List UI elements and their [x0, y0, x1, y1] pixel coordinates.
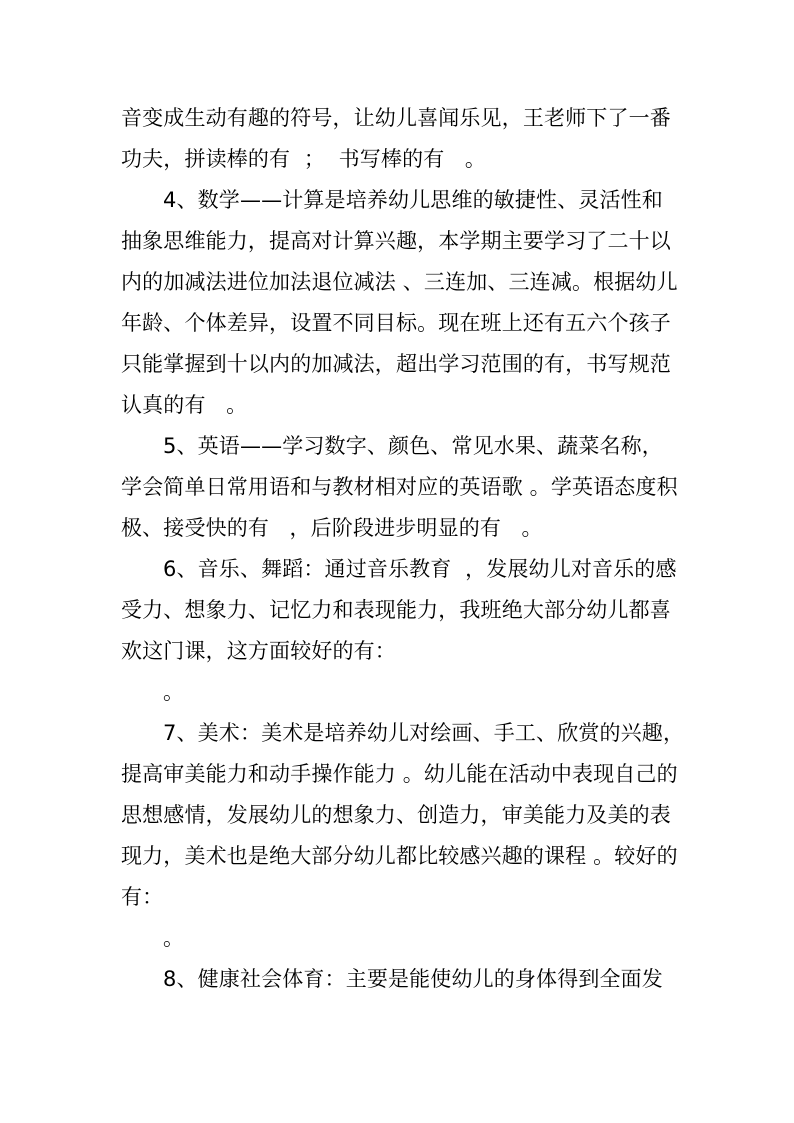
text-line: 音变成生动有趣的符号，让幼儿喜闻乐见，王老师下了一番	[121, 106, 671, 130]
text-line: 欢这门课，这方面较好的有：	[121, 639, 396, 663]
text-line: 功夫，拼读棒的有 ； 书写棒的有 。	[121, 147, 487, 171]
paragraph-6-heading: 6、音乐、舞蹈：通过音乐教育 ，发展幼儿对音乐的感	[163, 557, 677, 581]
paragraph-8-heading: 8、健康社会体育：主要是能使幼儿的身体得到全面发	[163, 967, 663, 991]
text-line: 提高审美能力和动手操作能力 。幼儿能在活动中表现自己的	[121, 762, 678, 786]
text-line: 现力，美术也是绝大部分幼儿都比较感兴趣的课程 。较好的	[121, 844, 678, 868]
paragraph-7-heading: 7、美术：美术是培养幼儿对绘画、手工、欣赏的兴趣，	[163, 721, 685, 745]
text-line: 内的加减法进位加法退位减法 、三连加、三连减。根据幼儿	[121, 270, 678, 294]
text-line: 极、接受快的有 ，后阶段进步明显的有 。	[121, 516, 543, 540]
text-line: 认真的有 。	[121, 393, 248, 417]
text-line: 抽象思维能力，提高对计算兴趣，本学期主要学习了二十以	[121, 229, 671, 253]
paragraph-4-heading: 4、数学——计算是培养幼儿思维的敏捷性、灵活性和	[163, 188, 663, 212]
text-line: 学会简单日常用语和与教材相对应的英语歌 。学英语态度积	[121, 475, 678, 499]
text-line: 思想感情，发展幼儿的想象力、创造力，审美能力及美的表	[121, 803, 671, 827]
text-line: 。	[163, 680, 185, 704]
text-line: 受力、想象力、记忆力和表现能力，我班绝大部分幼儿都喜	[121, 598, 671, 622]
paragraph-5-heading: 5、英语——学习数字、颜色、常见水果、蔬菜名称，	[163, 434, 663, 458]
text-line: 有：	[121, 885, 164, 909]
text-line: 年龄、个体差异，设置不同目标。现在班上还有五六个孩子	[121, 311, 671, 335]
text-line: 只能掌握到十以内的加减法，超出学习范围的有，书写规范	[121, 352, 671, 376]
text-line: 。	[163, 926, 185, 950]
